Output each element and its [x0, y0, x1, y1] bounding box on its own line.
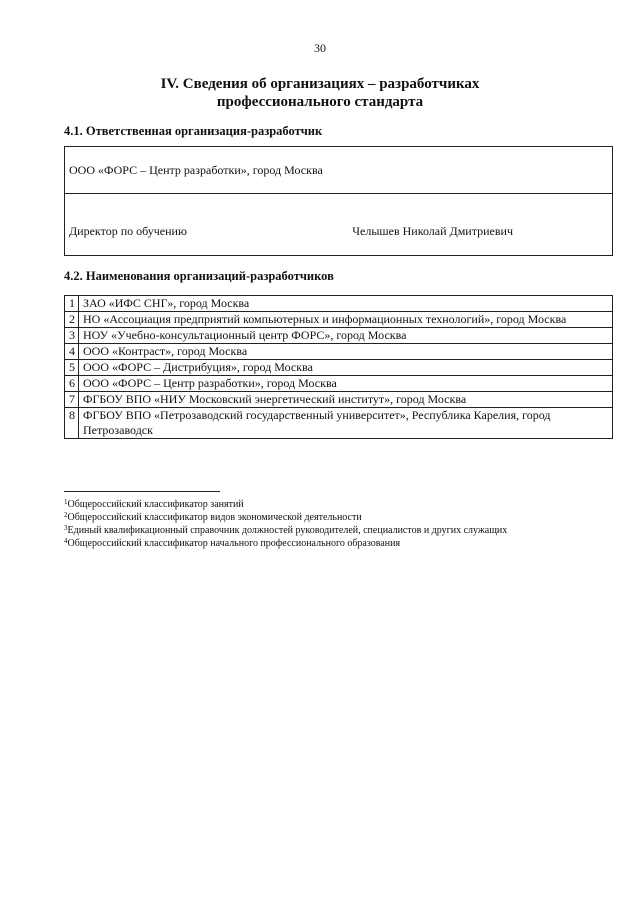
signatory-row — [65, 194, 613, 256]
footnote-mark: 3 — [64, 524, 68, 532]
organization-name: ООО «Контраст», город Москва — [79, 344, 613, 360]
organization-name: ФГБОУ ВПО «Петрозаводский государственный университет», Республика Карелия, город Петрозаводск — [79, 408, 613, 439]
row-number: 3 — [65, 328, 79, 344]
organization-name: НОУ «Учебно-консультационный центр ФОРС», город Москва — [79, 328, 613, 344]
table-row — [65, 376, 613, 392]
developer-orgs-table — [64, 295, 613, 439]
table-row — [65, 392, 613, 408]
organization-name: ЗАО «ИФС СНГ», город Москва — [79, 296, 613, 312]
footnote — [64, 524, 507, 537]
footnote-text: Единый квалификационный справочник должностей руководителей, специалистов и других служащих — [67, 525, 508, 536]
row-number: 5 — [65, 360, 79, 376]
row-number: 7 — [65, 392, 79, 408]
table-row — [65, 408, 613, 439]
footnote-mark: 2 — [64, 511, 68, 519]
signatory-cell — [65, 194, 613, 256]
row-number: 2 — [65, 312, 79, 328]
organization-name: ФГБОУ ВПО «НИУ Московский энергетический институт», город Москва — [79, 392, 613, 408]
responsible-org-name: ООО «ФОРС – Центр разработки», город Москва — [65, 147, 613, 194]
organization-name: ООО «ФОРС – Центр разработки», город Москва — [79, 376, 613, 392]
table-row — [65, 360, 613, 376]
signatory-name: Челышев Николай Дмитриевич — [352, 224, 513, 238]
footnote-mark: 4 — [64, 537, 68, 545]
responsible-org-heading: 4.1. Ответственная организация-разработчик — [64, 124, 323, 138]
section-title-line-2: профессионального стандарта — [216, 94, 424, 110]
table-row — [65, 312, 613, 328]
row-number: 1 — [65, 296, 79, 312]
table-row — [65, 296, 613, 312]
page-number: 30 — [314, 41, 326, 55]
footnote — [64, 498, 507, 511]
table-row — [65, 344, 613, 360]
row-number: 4 — [65, 344, 79, 360]
signatory-position: Директор по обучению — [69, 224, 187, 238]
responsible-org-table — [64, 146, 613, 256]
footnote-text: Общероссийский классификатор занятий — [67, 499, 244, 510]
row-number: 6 — [65, 376, 79, 392]
footnote — [64, 537, 507, 550]
table-row — [65, 328, 613, 344]
responsible-org-row — [65, 147, 613, 194]
footnotes — [64, 498, 507, 550]
organization-name: ООО «ФОРС – Дистрибуция», город Москва — [79, 360, 613, 376]
footnote-mark: 1 — [64, 498, 68, 506]
footnote-text: Общероссийский классификатор видов экономической деятельности — [67, 512, 362, 523]
developer-orgs-heading: 4.2. Наименования организаций-разработчиков — [64, 269, 334, 283]
row-number: 8 — [65, 408, 79, 439]
section-title — [0, 75, 640, 111]
footnote — [64, 511, 507, 524]
footnote-text: Общероссийский классификатор начального профессионального образования — [67, 538, 401, 549]
organization-name: НО «Ассоциация предприятий компьютерных и информационных технологий», город Москва — [79, 312, 613, 328]
section-title-line-1: IV. Сведения об организациях – разработчиках — [160, 76, 480, 92]
footnote-divider — [64, 491, 220, 492]
